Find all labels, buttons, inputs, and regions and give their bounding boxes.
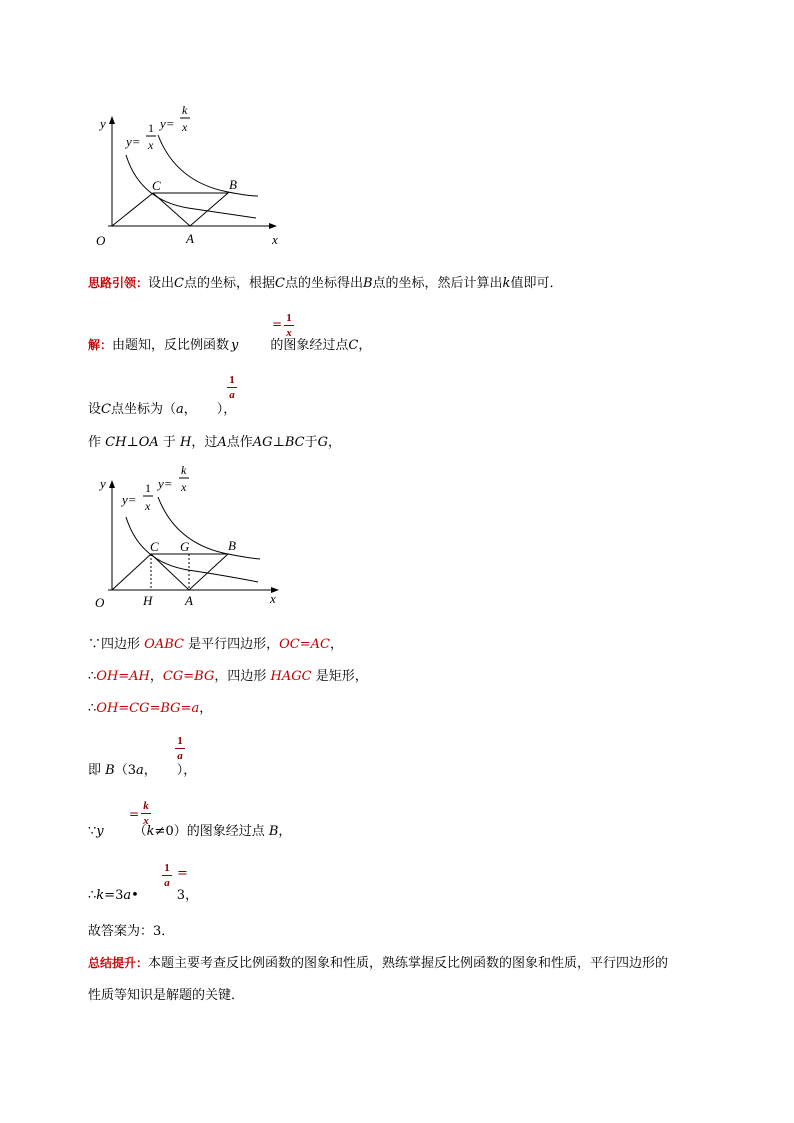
fig2-x-label: x <box>270 591 276 606</box>
sol2-fraction: 1 a <box>227 374 237 401</box>
solution-line-6: ∴OH=CG=BG=a， <box>88 701 213 716</box>
fig2-parallelogram <box>112 554 228 590</box>
summary-line-2: 性质等知识是解题的关键． <box>88 988 245 1003</box>
fig1-curve2-lhs: y= <box>160 116 175 131</box>
sol7-fraction: 1 a <box>175 735 185 762</box>
solution-label: 解： <box>88 338 113 352</box>
sol9-fraction: 1 a <box>162 862 172 889</box>
fig1-point-c: C <box>152 178 161 193</box>
hint-label: 思路引领： <box>88 276 149 290</box>
fig1-curve1-den: x <box>148 138 154 152</box>
sol9-eq-sign: = <box>177 866 188 881</box>
fig2-curve2-lhs: y= <box>158 476 173 491</box>
figure-1 <box>88 100 288 250</box>
fig2-curve2-num: k <box>181 463 187 477</box>
fig2-point-h: H <box>143 593 153 608</box>
fig1-point-a: A <box>186 231 194 246</box>
solution-line-4: ∵四边形 OABC 是平行四边形，OC=AC， <box>88 637 343 652</box>
fig1-y-label: y <box>100 116 106 131</box>
sol1-eq-sign: = <box>272 317 283 331</box>
solution-line-7: 即 B（3a， ）， <box>88 763 197 778</box>
solution-line-1: 解：由题知，反比例函数 y 的图象经过点C， <box>88 338 372 353</box>
fig1-y-arrow <box>109 116 115 124</box>
fig1-point-b: B <box>229 177 237 192</box>
solution-line-3: 作 CH⊥OA 于 H，过A点作AG⊥BC于G， <box>88 435 341 450</box>
fig1-x-arrow <box>269 223 277 229</box>
fig2-curve1-den: x <box>145 499 151 513</box>
fig2-curve1-lhs: y= <box>122 492 137 507</box>
fig1-curve2-num: k <box>182 103 188 117</box>
figure-2 <box>88 462 288 612</box>
fig2-y-arrow <box>109 480 115 488</box>
solution-line-9: ∴k=3a• 3， <box>88 888 199 903</box>
answer-line: 故答案为：3． <box>88 924 175 939</box>
fig1-curve1-num: 1 <box>148 121 154 135</box>
fig2-point-c: C <box>150 539 159 554</box>
fig1-curve2-den: x <box>182 120 188 134</box>
sol1-fraction: 1 x <box>284 312 294 339</box>
fig2-origin-label: O <box>95 595 105 610</box>
fig2-curve2-den: x <box>181 480 187 494</box>
fig2-point-a: A <box>185 593 193 608</box>
sol8-fraction: k x <box>141 800 151 827</box>
fig1-parallelogram <box>112 193 228 226</box>
fig2-curve-1-over-x <box>126 517 258 582</box>
solution-line-2: 设C点坐标为（a， ）， <box>88 402 237 417</box>
fig2-point-b: B <box>228 538 236 553</box>
fig1-x-label: x <box>272 232 278 247</box>
fig1-curve-k-over-x <box>158 135 258 196</box>
solution-line-8: ∵y （k≠0）的图象经过点 B， <box>88 824 292 839</box>
fig1-curve1-lhs: y= <box>126 134 141 149</box>
solution-line-5: ∴OH=AH，CG=BG，四边形 HAGC 是矩形， <box>88 669 368 684</box>
fig1-origin-label: O <box>96 233 106 248</box>
fig2-point-g: G <box>180 539 190 554</box>
sol8-eq-sign: = <box>129 807 140 821</box>
fig2-curve-k-over-x <box>158 497 260 559</box>
fig2-curve1-num: 1 <box>145 481 151 495</box>
summary-line-1: 总结提升：本题主要考查反比例函数的图象和性质，熟练掌握反比例函数的图象和性质，平行四边形的 <box>88 956 669 971</box>
summary-label: 总结提升： <box>88 956 149 970</box>
hint-line: 思路引领：设出C点的坐标，根据C点的坐标得出B点的坐标，然后计算出k值即可． <box>88 276 563 291</box>
fig2-y-label: y <box>100 476 106 491</box>
